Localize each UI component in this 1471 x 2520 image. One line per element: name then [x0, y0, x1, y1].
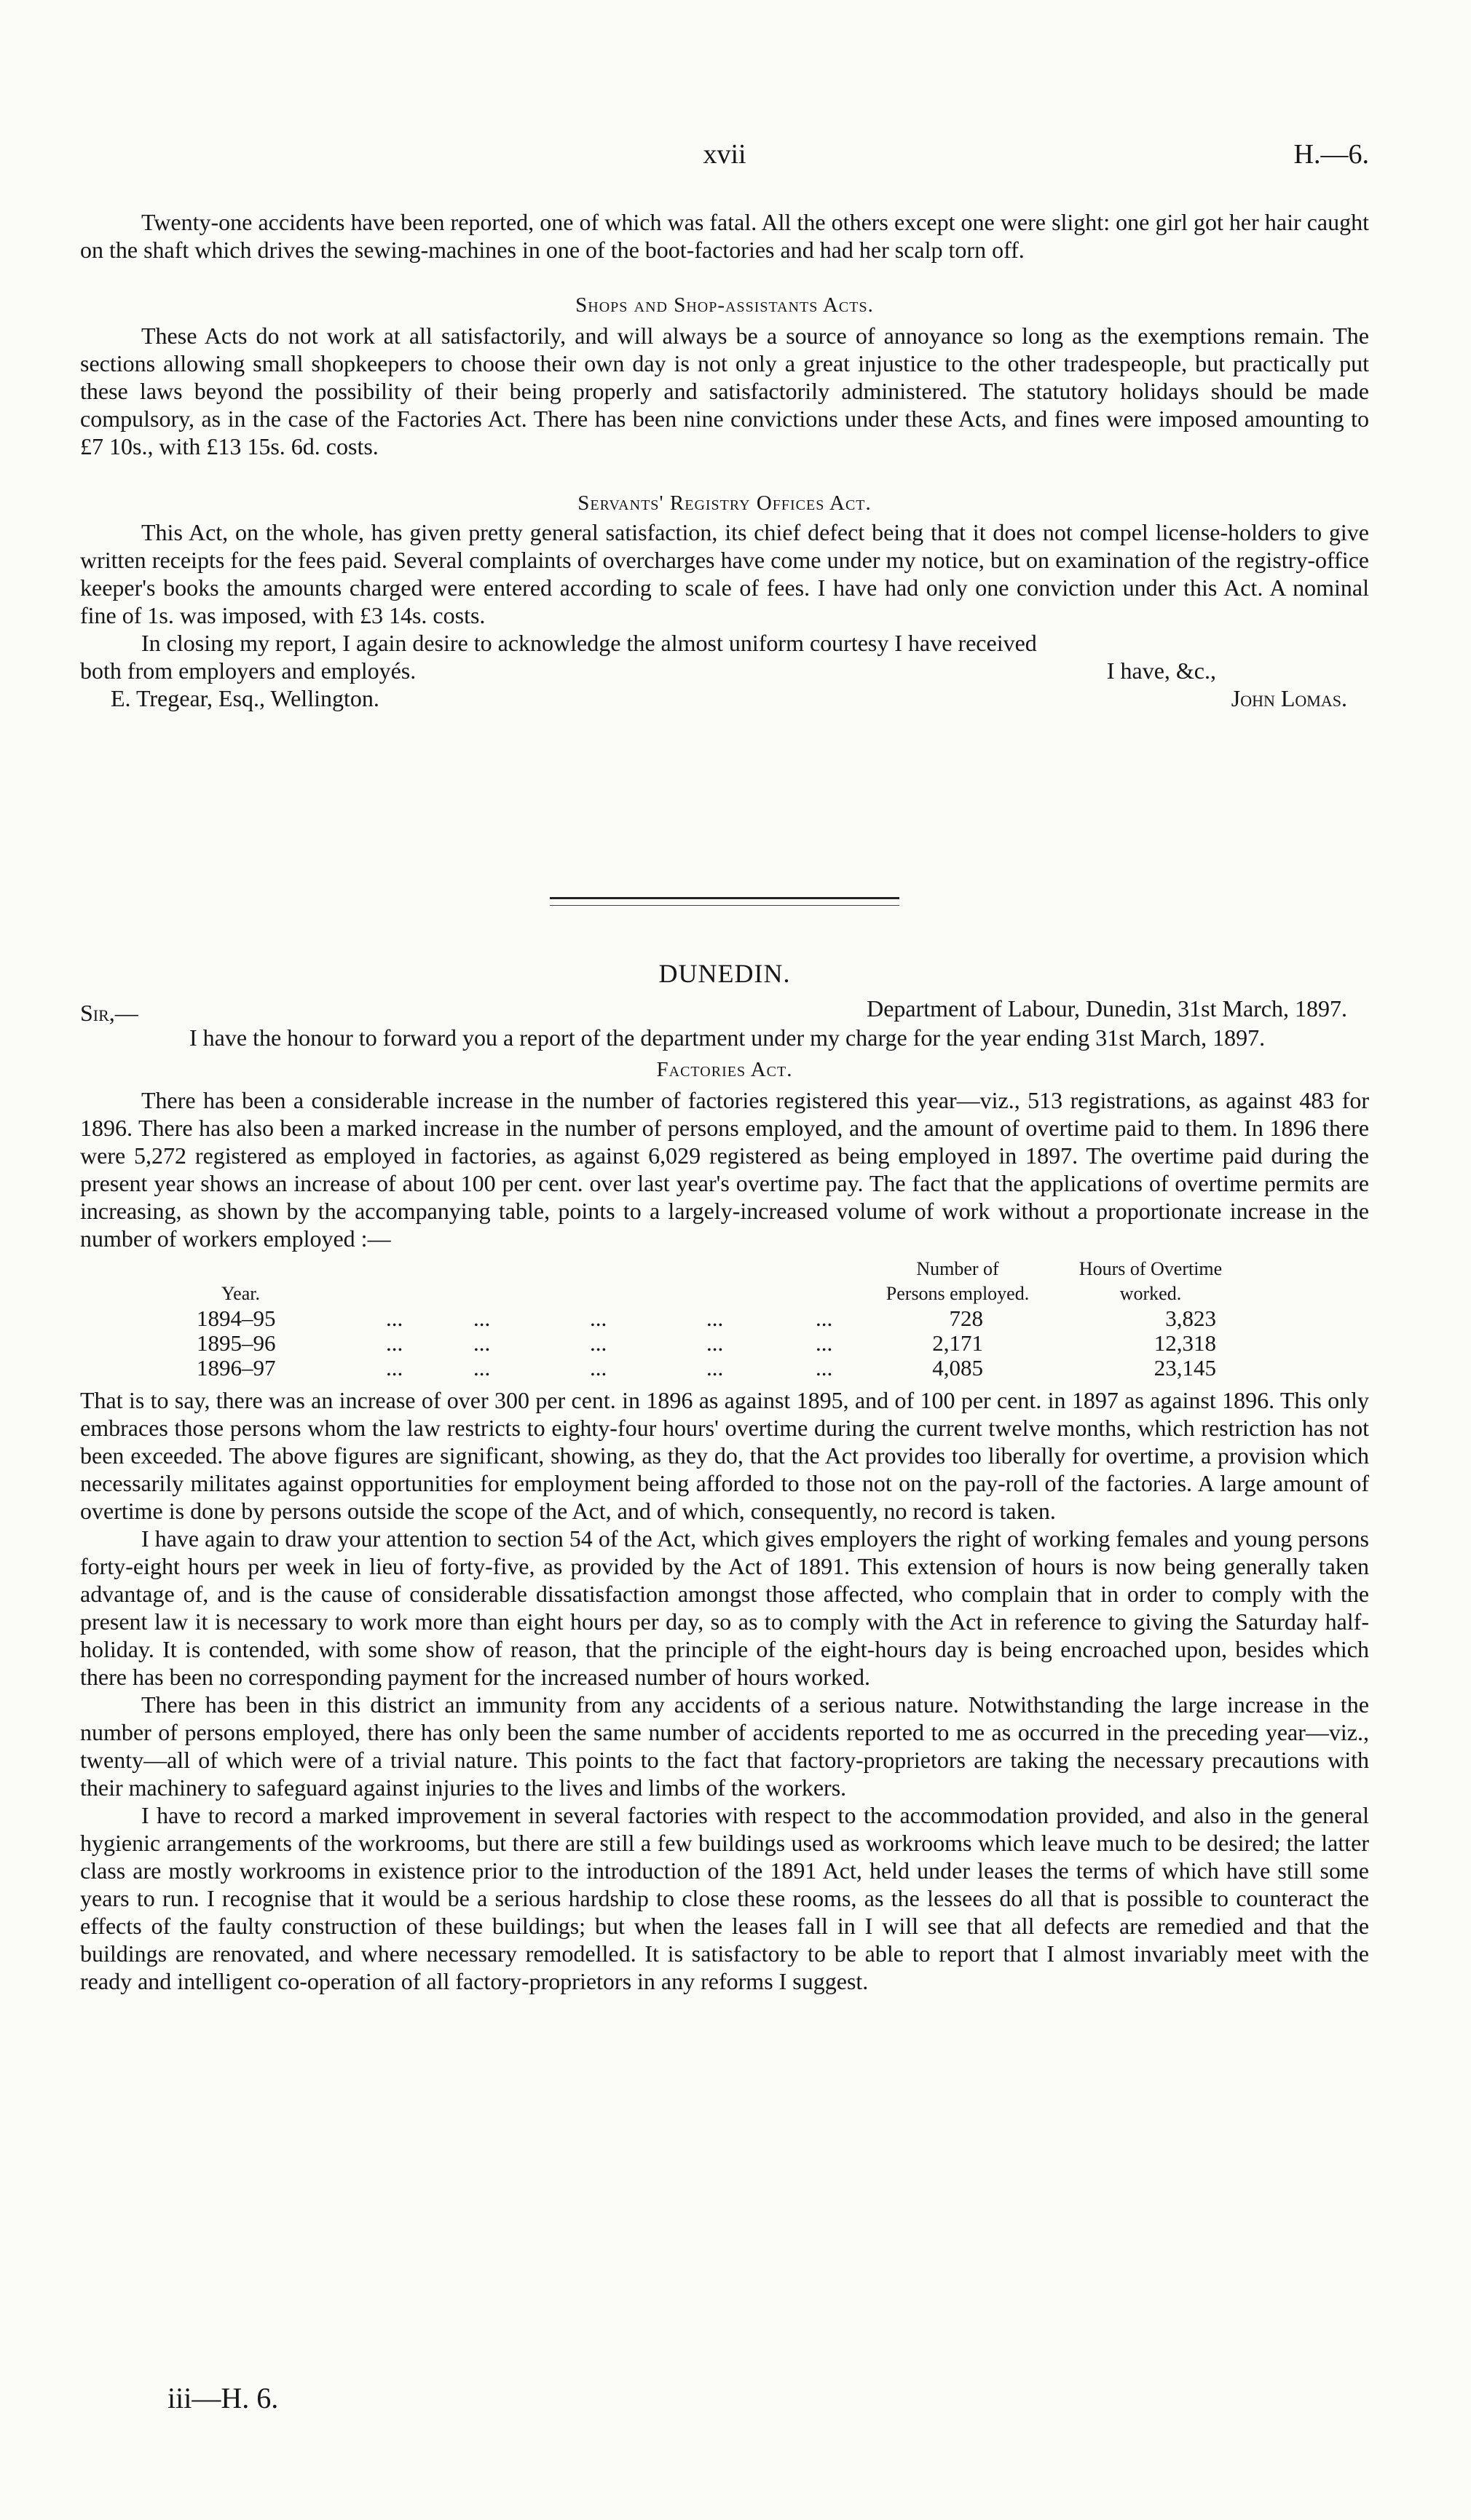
- city-heading: DUNEDIN.: [658, 959, 791, 988]
- dots: ...: [590, 1330, 607, 1356]
- accidents-paragraph: Twenty-one accidents have been reported, one of which was fatal. All the others except one were slight: one girl got her hair caught on the shaft which drives the sewing-machines in one of the boot-factories and had her scalp torn off.: [80, 209, 1369, 263]
- row-year: 1895–96: [197, 1330, 276, 1356]
- row-persons: 4,085: [932, 1355, 983, 1381]
- servants-heading: Servants' Registry Offices Act.: [577, 491, 872, 515]
- dots: ...: [706, 1355, 724, 1381]
- dots: ...: [386, 1355, 403, 1381]
- shops-paragraph: These Acts do not work at all satisfactorily, and will always be a source of annoyance so long as the exemptions remain. The sections allowing small shopkeepers to choose their own day is not only a great injustice to the other tradespeople, but practically put these laws beyond the possibility of their being properly and satisfactorily administered. The statutory holidays should be made compulsory, as in the case of the Factories Act. There has been nine convictions under these Acts, and fines were imposed amounting to £7 10s., with £13 15s. 6d. costs.: [80, 323, 1369, 459]
- row-hours: 12,318: [1153, 1330, 1216, 1356]
- row-year: 1896–97: [197, 1355, 276, 1381]
- dots: ...: [473, 1330, 491, 1356]
- section-divider-thick: [550, 897, 899, 899]
- dots: ...: [590, 1306, 607, 1331]
- col-year: Year.: [221, 1283, 260, 1304]
- section-divider-thin: [550, 905, 899, 906]
- factories-paragraph-2: That is to say, there was an increase of over 300 per cent. in 1896 as against 1895, and of 100 per cent. in 1897 as against 1896. This only embraces those persons whom the law restricts to eighty-four hours' overtime during the current twelve months, which restriction has not been exceeded. The above figures are significant, showing, as they do, that the Act provides too liberally for overtime, a provision which necessarily militates against opportunities for employment being afforded to those not on the pay-roll of the factories. A large amount of overtime is done by persons outside the scope of the Act, and of which, consequently, no record is taken.: [80, 1387, 1369, 1524]
- closing-line: [80, 657, 1369, 684]
- table-row: [197, 1306, 1260, 1331]
- dots: ...: [473, 1355, 491, 1381]
- factories-paragraph-1: There has been a considerable increase in the number of factories registered this year—viz., 513 registrations, as against 483 for 1896. There has also been a marked increase in the number of persons employed, and the amount of overtime paid to them. In 1896 there were 5,272 registered as employed in factories, as against 6,029 registered as being employed in 1897. The overtime paid during the present year shows an increase of about 100 per cent. over last year's overtime pay. The fact that the applications of overtime permits are increasing, as shown by the accompanying table, points to a largely-increased volume of work without a proportionate increase in the number of workers employed :—: [80, 1087, 1369, 1252]
- servants-paragraph: This Act, on the whole, has given pretty general satisfaction, its chief defect being that it does not compel license-holders to give written receipts for the fees paid. Several complaints of overcharges have come under my notice, but on examination of the registry-office keeper's books the amounts charged were entered according to scale of fees. I have had only one conviction under this Act. A nominal fine of 1s. was imposed, with £3 14s. costs.: [80, 519, 1369, 628]
- table-row: [197, 1356, 1260, 1381]
- row-hours: 23,145: [1153, 1355, 1216, 1381]
- factories-paragraph-5: I have to record a marked improvement in several factories with respect to the accommodation provided, and also in the general hygienic arrangements of the workrooms, but there are still a few buildings used as workrooms which leave much to be desired; the latter class are mostly workrooms in existence prior to the introduction of the 1891 Act, held under leases the terms of which have still some years to run. I recognise that it would be a serious hardship to close these rooms, as the lessees do all that is possible to counteract the effects of the faulty construction of these buildings; but when the leases fall in I will see that all defects are remedied and that the buildings are renovated, and where necessary remodelled. It is satisfactory to be able to report that I almost invariably meet with the ready and intelligent co-operation of all factory-proprietors in any reforms I suggest.: [80, 1802, 1369, 1994]
- row-persons: 728: [949, 1306, 983, 1331]
- dots: ...: [386, 1330, 403, 1356]
- addressee: E. Tregear, Esq., Wellington.: [111, 685, 379, 711]
- factories-paragraph-4: There has been in this district an immunity from any accidents of a serious nature. Notwithstanding the large increase in the number of persons employed, there has only been the same number of accidents reported to me as occurred in the preceding year—viz., twenty—all of which were of a trivial nature. This points to the fact that factory-proprietors are taking the necessary precautions with their machinery to safeguard against injuries to the lives and limbs of the workers.: [80, 1691, 1369, 1801]
- running-header: [80, 138, 1369, 175]
- document-page: [80, 0, 1369, 2520]
- auckland-section: [80, 208, 1369, 712]
- col-hours: Hours of Overtime worked.: [1078, 1258, 1223, 1304]
- salutation-line: [80, 995, 1369, 1024]
- table-row: [197, 1331, 1260, 1356]
- document-reference: H.—6.: [1293, 139, 1369, 170]
- dots: ...: [816, 1355, 833, 1381]
- closing-paragraph: In closing my report, I again desire to acknowledge the almost uniform courtesy I have received: [141, 630, 1037, 656]
- row-persons: 2,171: [932, 1330, 983, 1356]
- dots: ...: [816, 1330, 833, 1356]
- dots: ...: [590, 1355, 607, 1381]
- table-header-row: [197, 1257, 1260, 1306]
- overtime-table: [197, 1257, 1260, 1381]
- closing-left: both from employers and employés.: [80, 657, 417, 684]
- dots: ...: [816, 1306, 833, 1331]
- page-number: xvii: [703, 139, 746, 170]
- dots: ...: [473, 1306, 491, 1331]
- dots: ...: [706, 1330, 724, 1356]
- signature-mark: iii—H. 6.: [167, 2382, 279, 2414]
- shops-heading: Shops and Shop-assistants Acts.: [575, 293, 874, 317]
- addressee-line: [80, 684, 1369, 712]
- dots: ...: [386, 1306, 403, 1331]
- intro-paragraph: I have the honour to forward you a report of the department under my charge for the year ending 31st March, 1897.: [189, 1024, 1266, 1051]
- factories-heading: Factories Act.: [656, 1058, 793, 1081]
- row-year: 1894–95: [197, 1306, 276, 1331]
- salutation: Sir,—: [80, 1000, 138, 1026]
- dateline: Department of Labour, Dunedin, 31st March, 1897.: [867, 995, 1347, 1022]
- col-persons: Number of Persons employed.: [886, 1258, 1030, 1304]
- closing-right: I have, &c.,: [1106, 657, 1216, 684]
- row-hours: 3,823: [1165, 1306, 1216, 1331]
- factories-paragraph-3: I have again to draw your attention to section 54 of the Act, which gives employers the right of working females and young persons forty-eight hours per week in lieu of forty-five, as provided by the Act of 1891. This extension of hours is now being generally taken advantage of, and is the cause of considerable dissatisfaction amongst those affected, who complain that in order to comply with the present law it is necessary to work more than eight hours per day, so as to comply with the Act in reference to giving the Saturday half-holiday. It is contended, with some show of reason, that the principle of the eight-hours day is being encroached upon, besides which there has been no corresponding payment for the increased number of hours worked.: [80, 1525, 1369, 1690]
- dots: ...: [706, 1306, 724, 1331]
- signature-lomas: John Lomas.: [1231, 685, 1347, 711]
- dunedin-section: [80, 960, 1369, 1995]
